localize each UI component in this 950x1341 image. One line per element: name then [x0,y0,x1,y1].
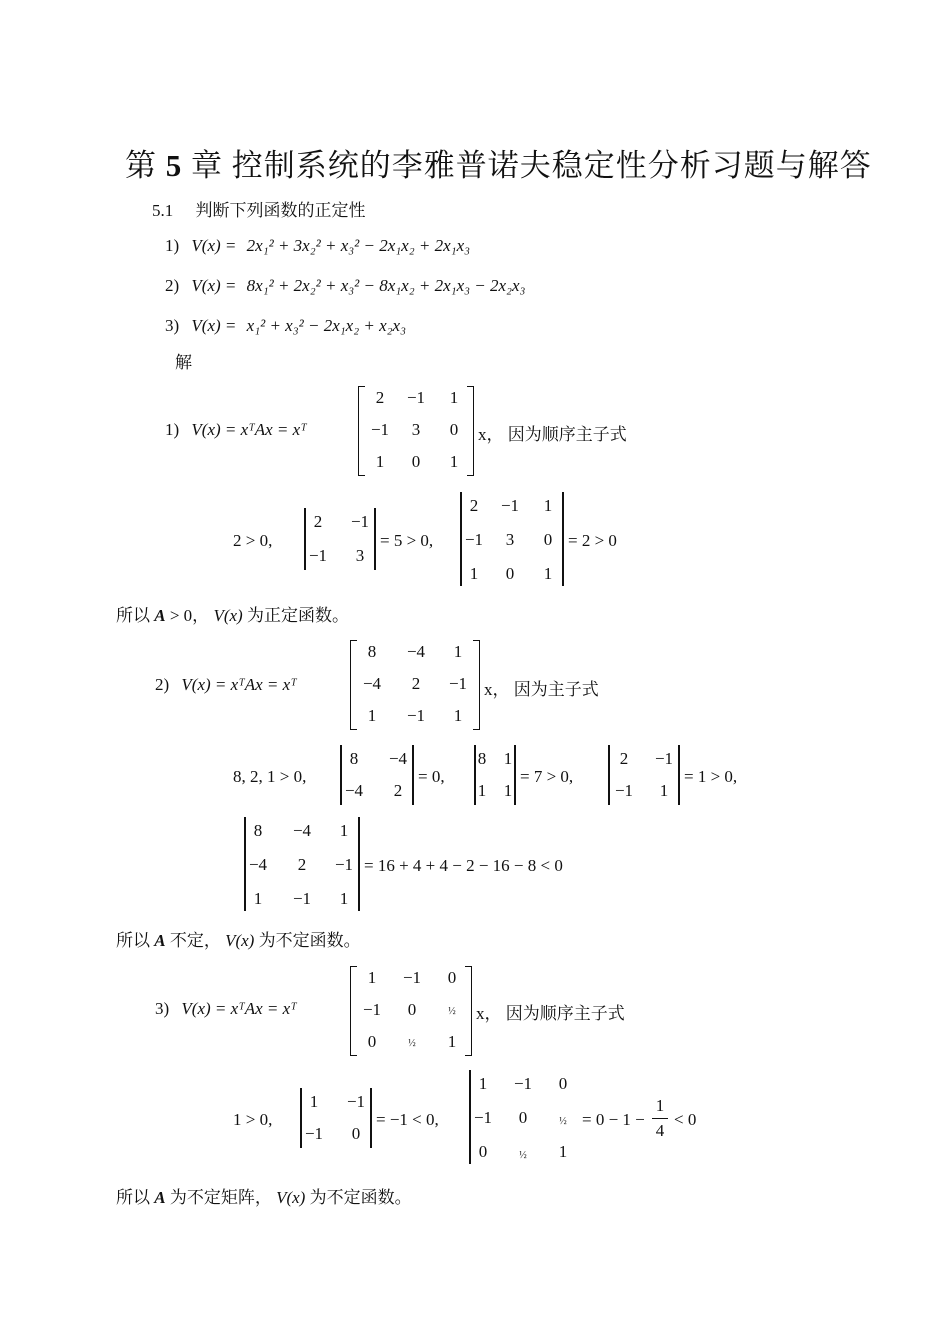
problem-number: 5.1 [152,201,174,220]
function-label: 3) [165,316,180,335]
det-cell: −4 [344,781,364,800]
det-cell: −4 [388,749,408,768]
matrix-cell: −1 [406,706,426,725]
matrix-cell: −4 [406,642,426,661]
part3-tail: x， 因为顺序主子式 [476,1004,625,1023]
function-label: 2) [165,276,180,295]
det-cell: −1 [334,855,354,874]
function-1 [165,236,470,256]
det-cell: 1 [543,496,553,515]
part1-matrix [358,386,474,478]
function-rhs: x₁² + x₃² − 2x₁x₂ + x₂x₃ [246,316,406,335]
det-cell: 0 [478,1142,488,1161]
part2-det3 [244,817,360,911]
part2-tail: x， 因为主子式 [484,680,599,699]
matrix-cell: 0 [449,420,459,439]
conclusion-mid: > 0， [169,606,210,625]
part1-det2 [304,508,376,570]
matrix-cell: 1 [449,388,459,407]
det-cell: −1 [513,1074,533,1093]
matrix-symbol: A [154,1188,166,1207]
matrix-cell: 0 [411,452,421,471]
equation-lhs: V(x) = xᵀAx = xᵀ [181,675,297,694]
matrix-cell: −1 [370,420,390,439]
det-cell: 3 [505,530,515,549]
det-cell: 1 [543,564,553,583]
equation-lhs: V(x) = xᵀAx = xᵀ [181,999,297,1018]
det-cell: −4 [248,855,268,874]
part-label: 1) [165,420,180,439]
matrix-cell: 1 [375,452,385,471]
part2-detC-result: = 1 > 0, [684,767,738,786]
matrix-cell: −1 [402,968,422,987]
det-cell: −1 [614,781,634,800]
fraction-denominator: 4 [655,1121,665,1140]
det-cell: −1 [292,889,312,908]
det-cell: 2 [469,496,479,515]
det-cell: −1 [308,546,328,565]
matrix-cell: 2 [375,388,385,407]
matrix-cell: ½ [408,1038,416,1049]
function-lhs: V(x) = [191,236,237,255]
part1-det3-result: = 2 > 0 [568,531,617,550]
det-cell: 1 [503,749,513,768]
title-rest: 章 控制系统的李雅普诺夫稳定性分析习题与解答 [191,148,872,183]
conclusion-prefix: 所以 [116,1188,150,1207]
function-rhs: 8x₁² + 2x₂² + x₃² − 8x₁x₂ + 2x₁x₃ − 2x₂x₃ [246,276,526,295]
title-number: 5 [165,148,183,183]
det-cell: 1 [309,1092,319,1111]
det-cell: 2 [297,855,307,874]
part3-det3-result-b: < 0 [674,1110,697,1129]
part1-equation [165,420,307,440]
det-cell: 0 [505,564,515,583]
matrix-cell: 1 [449,452,459,471]
det-cell: −1 [473,1108,493,1127]
matrix-cell: −1 [448,674,468,693]
part3-det2-result: = −1 < 0, [376,1110,439,1129]
matrix-cell: 1 [447,1032,457,1051]
solution-label: 解 [175,353,192,372]
det-cell: 1 [503,781,513,800]
det-cell: 3 [355,546,365,565]
function-label: 1) [165,236,180,255]
det-cell: 2 [313,512,323,531]
fraction [652,1096,668,1141]
matrix-cell: 2 [411,674,421,693]
function-2 [165,276,525,296]
part1-tail: x， 因为顺序主子式 [478,425,627,444]
matrix-symbol: A [154,931,166,950]
matrix-symbol: A [154,606,166,625]
matrix-cell: 3 [411,420,421,439]
conclusion-prefix: 所以 [116,931,150,950]
det-cell: 1 [477,781,487,800]
det-cell: 2 [393,781,403,800]
part3-det3 [469,1070,579,1164]
matrix-cell: 1 [453,642,463,661]
function-symbol: V(x) [276,1188,306,1207]
det-cell: −1 [500,496,520,515]
det-cell: 0 [543,530,553,549]
det-cell: 1 [558,1142,568,1161]
part2-det3-result: = 16 + 4 + 4 − 2 − 16 − 8 < 0 [364,856,563,875]
part2-equation [155,675,297,695]
det-cell: −1 [304,1124,324,1143]
function-symbol: V(x) [225,931,255,950]
conclusion-suffix: 为不定函数。 [258,931,361,950]
matrix-cell: 8 [367,642,377,661]
part2-conclusion [116,926,361,951]
part3-equation [155,999,297,1019]
part2-detA [340,745,414,805]
det-cell: 1 [339,821,349,840]
det-cell: 0 [558,1074,568,1093]
function-rhs: 2x₁² + 3x₂² + x₃² − 2x₁x₂ + 2x₁x₃ [246,236,471,255]
det-cell: −1 [350,512,370,531]
matrix-cell: 0 [407,1000,417,1019]
part2-detB-result: = 7 > 0, [520,767,574,786]
part3-det2 [300,1088,372,1148]
det-cell: 1 [659,781,669,800]
conclusion-suffix: 为不定函数。 [309,1188,412,1207]
det-cell: 0 [351,1124,361,1143]
part3-det3-result-a: = 0 − 1 − [582,1110,645,1129]
part1-det3 [460,492,564,586]
matrix-cell: −1 [362,1000,382,1019]
det-cell: 8 [349,749,359,768]
part2-detB [474,745,516,805]
function-symbol: V(x) [213,606,243,625]
matrix-cell: 0 [447,968,457,987]
matrix-cell: −4 [362,674,382,693]
det-cell: 8 [253,821,263,840]
function-lhs: V(x) = [191,276,237,295]
function-3 [165,316,406,336]
part-label: 3) [155,999,170,1018]
conclusion-prefix: 所以 [116,606,150,625]
det-cell: 1 [469,564,479,583]
fraction-numerator: 1 [655,1096,665,1115]
part2-detA-result: = 0, [418,767,445,786]
part1-det2-result: = 5 > 0, [380,531,434,550]
part3-matrix [350,966,472,1058]
det-cell: ½ [519,1150,527,1161]
det-cell: 8 [477,749,487,768]
det-cell: 1 [478,1074,488,1093]
part-label: 2) [155,675,170,694]
det-cell: −1 [464,530,484,549]
part2-minor-first: 8, 2, 1 > 0, [233,767,307,786]
matrix-cell: 1 [453,706,463,725]
part3-minor-first: 1 > 0, [233,1110,273,1129]
det-cell: 0 [518,1108,528,1127]
chapter-title [125,140,872,185]
part1-conclusion [116,601,349,626]
matrix-cell: 0 [367,1032,377,1051]
det-cell: −4 [292,821,312,840]
det-cell: −1 [654,749,674,768]
conclusion-suffix: 为正定函数。 [246,606,349,625]
part3-conclusion [116,1183,412,1208]
det-cell: ½ [559,1116,567,1127]
det-cell: 1 [253,889,263,908]
det-cell: 1 [339,889,349,908]
part2-matrix [350,640,480,732]
part2-detC [608,745,680,805]
matrix-cell: ½ [448,1006,456,1017]
conclusion-mid: 不定， [169,931,221,950]
equation-lhs: V(x) = xᵀAx = xᵀ [191,420,307,439]
problem-text: 判断下列函数的正定性 [195,201,366,220]
matrix-cell: −1 [406,388,426,407]
matrix-cell: 1 [367,706,377,725]
title-prefix: 第 [125,148,157,183]
det-cell: 2 [619,749,629,768]
matrix-cell: 1 [367,968,377,987]
conclusion-mid: 为不定矩阵， [169,1188,272,1207]
part1-minor-first: 2 > 0, [233,531,273,550]
problem-heading [152,196,366,221]
function-lhs: V(x) = [191,316,237,335]
det-cell: −1 [346,1092,366,1111]
